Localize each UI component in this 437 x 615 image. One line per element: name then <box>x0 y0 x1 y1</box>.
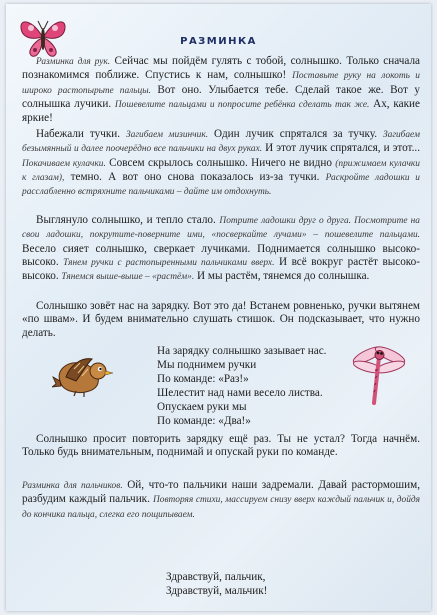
paragraph-3-text-3: И всё вокруг растёт высоко-высоко. <box>22 255 420 283</box>
bird-icon <box>52 351 114 397</box>
poem-2-line: Здравствуй, мальчик! <box>166 584 268 597</box>
paragraph-2-text-1: Набежали тучки. <box>36 128 127 140</box>
dragonfly-icon <box>346 343 412 409</box>
poem-line: По команде: «Два!» <box>157 415 251 428</box>
poem <box>157 344 357 429</box>
poem-2 <box>166 571 366 598</box>
paragraph-6-instruction-1: Разминка для пальчиков. <box>22 481 123 491</box>
paragraph-1-instruction-3: Пошевелите пальцами и попросите ребёнка сделать так же. <box>114 99 370 110</box>
paragraph-2-text-5: темно. А вот оно снова показалось из-за тучки. <box>64 170 326 183</box>
paragraph-2 <box>22 128 420 199</box>
paragraph-1-text-3: Ах, какие яркие! <box>22 97 420 125</box>
paragraph-4 <box>22 300 420 340</box>
paragraph-5-text: Солнышко просит повторить зарядку ещё раз. Ты не устал? Тогда начнём. Только будь внимательным, поднимай и опускай руки по команде. <box>22 433 420 459</box>
paragraph-3 <box>22 214 420 284</box>
page-title: РАЗМИНКА <box>180 36 257 47</box>
paragraph-6 <box>22 479 420 522</box>
paragraph-2-instruction-5: Раскройте ладошки и расслабленно встряхните пальчиками – дайте им отдохнуть. <box>22 172 420 198</box>
poem-line: Опускаем руки мы <box>157 401 247 414</box>
paragraph-2-text-4: Совсем скрылось солнышко. Ничего не видно <box>105 156 336 169</box>
paragraph-6-instruction-2: Повторяя стихи, массируем снизу вверх каждый пальчик и, дойдя до кончика пальца, слегка его пощипываем. <box>22 495 420 520</box>
paragraph-5 <box>22 433 420 460</box>
paragraph-3-text-2: Весело сияет солнышко, сверкает лучиками. Поднимается солнышко высоко-высоко. <box>22 242 420 268</box>
paragraph-4-text: Солнышко зовёт нас на зарядку. Вот это да! Встанем ровненько, ручки вытянем «по швам». И будем внимательно слушать стишок. Он подсказывает, что нужно делать. <box>22 300 420 339</box>
paragraph-3-instruction-2: Тянем ручки с растопыренными пальчиками вверх. <box>63 257 275 268</box>
paragraph-2-instruction-1: Загибаем мизинчик. <box>126 130 209 140</box>
paragraph-1-text-2: Вот оно. Улыбается тебе. Сделай такое же. Вот у солнышка лучики. <box>22 83 420 110</box>
paragraph-2-instruction-4: (прижимаем кулачки к глазам), <box>22 158 420 183</box>
paragraph-3-text-4: И мы растём, тянемся до солнышка. <box>194 270 370 283</box>
paragraph-6-text-1: Ой, что-то пальчики наши задремали. Давай растормошим, разбудим каждый пальчик. <box>22 479 420 506</box>
paragraph-3-instruction-3: Тянемся выше-выше – «растём». <box>61 272 195 283</box>
paragraph-1-text-1: Сейчас мы пойдём гулять с тобой, солнышко. Только сначала познакомимся поближе. Спустись к нам, солнышко! <box>22 55 420 82</box>
poem-line: Мы поднимем ручки <box>157 359 257 372</box>
poem-line: На зарядку солнышко зазывает нас. <box>157 345 327 357</box>
paragraph-2-text-2: Один лучик спрятался за тучку. <box>208 128 383 140</box>
poem-2-line: Здравствуй, пальчик, <box>166 571 266 583</box>
paragraph-1-instruction-1: Разминка для рук. <box>36 57 111 67</box>
paragraph-1 <box>22 55 420 125</box>
paragraph-1-instruction-2: Поставьте руку на локоть и широко растопырьте пальцы. <box>22 71 420 96</box>
paragraph-3-instruction-1: Потрите ладошки друг о друга. Посмотрите на свои ладошки, покрутите-поверните ими, «посверкайте лучами» – пошевелите пальцами. <box>22 216 420 241</box>
paragraph-3-text-1: Выглянуло солнышко, и тепло стало. <box>36 214 220 226</box>
paragraph-2-text-3: И этот лучик спрятался, и этот... <box>262 142 420 155</box>
poem-line: Шелестит над нами весело листва. <box>157 387 323 400</box>
poem-line: По команде: «Раз!» <box>157 373 249 386</box>
paragraph-2-instruction-3: Покачиваем кулачки. <box>22 158 106 169</box>
paragraph-2-instruction-2: Загибаем безымянный и далее поочерёдно все пальчики на двух руках. <box>22 130 420 155</box>
